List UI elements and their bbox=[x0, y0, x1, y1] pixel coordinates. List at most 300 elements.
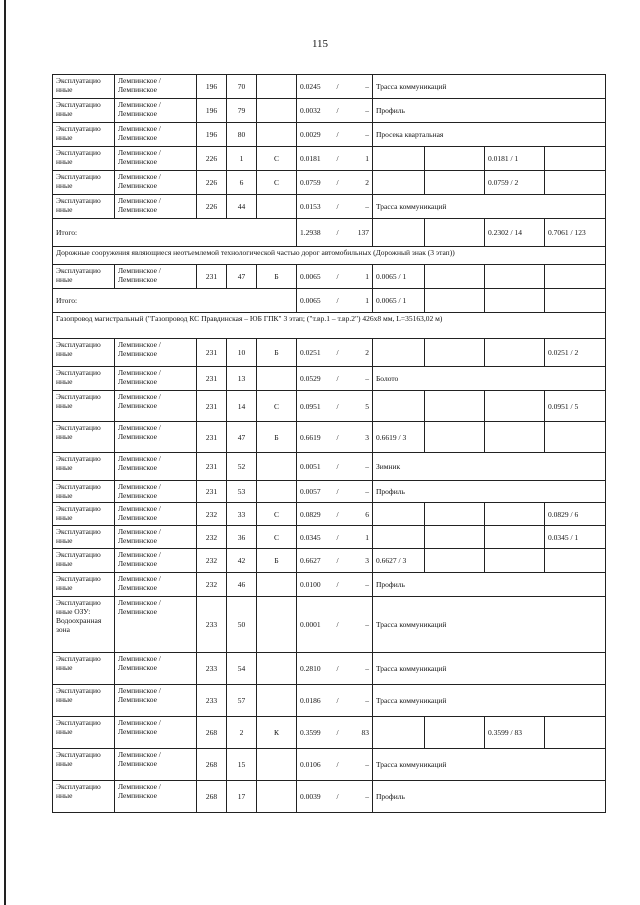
plot-cell: 47 bbox=[227, 422, 257, 453]
quarter-cell: 231 bbox=[197, 422, 227, 453]
plot-cell: 13 bbox=[227, 367, 257, 391]
table-row bbox=[53, 422, 606, 453]
category-cell: Эксплуатацио нные bbox=[53, 453, 115, 481]
column-2-cell bbox=[425, 147, 485, 171]
area-separator: / bbox=[336, 664, 339, 673]
location-cell: Лемпинское / Лемпинское bbox=[115, 481, 197, 503]
plot-cell: 2 bbox=[227, 717, 257, 749]
total-column-4-cell bbox=[545, 289, 606, 313]
purpose-cell: Профиль bbox=[373, 481, 606, 503]
area-cell bbox=[297, 265, 373, 289]
quarter-cell: 226 bbox=[197, 195, 227, 219]
area-cell bbox=[297, 526, 373, 549]
area-value: 0.2810 bbox=[300, 664, 321, 673]
location-cell: Лемпинское / Лемпинское bbox=[115, 597, 197, 653]
column-1-cell bbox=[373, 391, 425, 422]
type-cell bbox=[257, 453, 297, 481]
type-cell: С bbox=[257, 147, 297, 171]
area-value: 0.0100 bbox=[300, 580, 321, 589]
area-value: 0.0039 bbox=[300, 792, 321, 801]
type-cell: Б bbox=[257, 265, 297, 289]
area-separator: / bbox=[336, 154, 339, 163]
quarter-cell: 231 bbox=[197, 265, 227, 289]
area-count: – bbox=[365, 696, 369, 705]
column-2-cell bbox=[425, 171, 485, 195]
area-value: 0.0153 bbox=[300, 202, 321, 211]
table-row bbox=[53, 597, 606, 653]
purpose-cell: Просека квартальная bbox=[373, 123, 606, 147]
purpose-cell: Трасса коммуникаций bbox=[373, 597, 606, 653]
area-separator: / bbox=[336, 792, 339, 801]
area-value: 0.0065 bbox=[300, 272, 321, 281]
type-cell bbox=[257, 781, 297, 813]
location-cell: Лемпинское / Лемпинское bbox=[115, 171, 197, 195]
area-separator: / bbox=[336, 532, 339, 542]
location-cell: Лемпинское / Лемпинское bbox=[115, 265, 197, 289]
category-cell: Эксплуатацио нные bbox=[53, 99, 115, 123]
category-cell: Эксплуатацио нные bbox=[53, 781, 115, 813]
category-cell: Эксплуатацио нные bbox=[53, 422, 115, 453]
category-cell: Эксплуатацио нные bbox=[53, 573, 115, 597]
column-4-cell: 0.0829 / 6 bbox=[545, 503, 606, 526]
plot-cell: 14 bbox=[227, 391, 257, 422]
area-cell bbox=[297, 171, 373, 195]
table-row bbox=[53, 481, 606, 503]
quarter-cell: 233 bbox=[197, 597, 227, 653]
location-cell: Лемпинское / Лемпинское bbox=[115, 422, 197, 453]
area-count: 2 bbox=[365, 178, 369, 187]
table-row bbox=[53, 75, 606, 99]
plot-cell: 1 bbox=[227, 147, 257, 171]
area-separator: / bbox=[336, 106, 339, 115]
area-count: – bbox=[365, 760, 369, 769]
quarter-cell: 231 bbox=[197, 481, 227, 503]
column-4-cell: 0.0345 / 1 bbox=[545, 526, 606, 549]
column-4-cell: 0.0951 / 5 bbox=[545, 391, 606, 422]
table-row bbox=[53, 653, 606, 685]
area-value: 0.6627 bbox=[300, 556, 321, 565]
area-count: 3 bbox=[365, 432, 369, 442]
purpose-cell: Профиль bbox=[373, 573, 606, 597]
type-cell bbox=[257, 367, 297, 391]
plot-cell: 79 bbox=[227, 99, 257, 123]
area-separator: / bbox=[336, 178, 339, 187]
quarter-cell: 226 bbox=[197, 147, 227, 171]
area-count: – bbox=[365, 130, 369, 139]
area-value: 0.0186 bbox=[300, 696, 321, 705]
area-separator: / bbox=[336, 487, 339, 496]
area-cell bbox=[297, 195, 373, 219]
column-3-cell: 0.0181 / 1 bbox=[485, 147, 545, 171]
area-separator: / bbox=[336, 728, 339, 737]
area-value: 0.0051 bbox=[300, 462, 321, 471]
total-column-3-cell bbox=[485, 289, 545, 313]
column-4-cell bbox=[545, 422, 606, 453]
column-3-cell bbox=[485, 265, 545, 289]
category-cell: Эксплуатацио нные bbox=[53, 481, 115, 503]
purpose-cell: Болото bbox=[373, 367, 606, 391]
total-row bbox=[53, 289, 606, 313]
quarter-cell: 232 bbox=[197, 549, 227, 573]
quarter-cell: 226 bbox=[197, 171, 227, 195]
column-2-cell bbox=[425, 422, 485, 453]
table-row bbox=[53, 526, 606, 549]
quarter-cell: 232 bbox=[197, 526, 227, 549]
area-count: 5 bbox=[365, 401, 369, 411]
total-row bbox=[53, 219, 606, 247]
category-cell: Эксплуатацио нные bbox=[53, 339, 115, 367]
area-count: 83 bbox=[361, 728, 369, 737]
area-separator: / bbox=[336, 556, 339, 565]
page-number: 115 bbox=[311, 38, 329, 50]
type-cell: С bbox=[257, 503, 297, 526]
area-cell bbox=[297, 367, 373, 391]
table-row bbox=[53, 549, 606, 573]
area-cell bbox=[297, 717, 373, 749]
quarter-cell: 233 bbox=[197, 653, 227, 685]
area-value: 0.0106 bbox=[300, 760, 321, 769]
area-cell bbox=[297, 99, 373, 123]
table-row bbox=[53, 195, 606, 219]
category-cell: Эксплуатацио нные bbox=[53, 749, 115, 781]
location-cell: Лемпинское / Лемпинское bbox=[115, 99, 197, 123]
column-1-cell: 0.6627 / 3 bbox=[373, 549, 425, 573]
plot-cell: 42 bbox=[227, 549, 257, 573]
purpose-cell: Трасса коммуникаций bbox=[373, 749, 606, 781]
plot-cell: 52 bbox=[227, 453, 257, 481]
area-cell bbox=[297, 749, 373, 781]
area-value: 0.0529 bbox=[300, 374, 321, 383]
location-cell: Лемпинское / Лемпинское bbox=[115, 75, 197, 99]
quarter-cell: 232 bbox=[197, 503, 227, 526]
plot-cell: 53 bbox=[227, 481, 257, 503]
column-3-cell: 0.0759 / 2 bbox=[485, 171, 545, 195]
table-row bbox=[53, 391, 606, 422]
area-value: 0.0181 bbox=[300, 154, 321, 163]
column-1-cell: 0.0065 / 1 bbox=[373, 265, 425, 289]
plot-cell: 44 bbox=[227, 195, 257, 219]
category-cell: Эксплуатацио нные bbox=[53, 195, 115, 219]
type-cell bbox=[257, 481, 297, 503]
quarter-cell: 231 bbox=[197, 453, 227, 481]
area-separator: / bbox=[336, 509, 339, 519]
plot-cell: 70 bbox=[227, 75, 257, 99]
area-value: 0.0001 bbox=[300, 620, 321, 629]
type-cell bbox=[257, 749, 297, 781]
area-separator: / bbox=[336, 374, 339, 383]
plot-cell: 57 bbox=[227, 685, 257, 717]
total-area-count: 1 bbox=[365, 296, 369, 305]
column-2-cell bbox=[425, 265, 485, 289]
column-1-cell bbox=[373, 503, 425, 526]
area-cell bbox=[297, 453, 373, 481]
area-count: 2 bbox=[365, 348, 369, 357]
area-cell bbox=[297, 685, 373, 717]
area-separator: / bbox=[336, 580, 339, 589]
total-area-count: 137 bbox=[357, 228, 369, 237]
area-cell bbox=[297, 422, 373, 453]
table-row bbox=[53, 685, 606, 717]
area-count: – bbox=[365, 487, 369, 496]
area-cell bbox=[297, 339, 373, 367]
category-cell: Эксплуатацио нные bbox=[53, 123, 115, 147]
type-cell bbox=[257, 653, 297, 685]
land-register-table bbox=[52, 74, 606, 813]
type-cell bbox=[257, 195, 297, 219]
column-3-cell bbox=[485, 339, 545, 367]
location-cell: Лемпинское / Лемпинское bbox=[115, 717, 197, 749]
category-cell: Эксплуатацио нные bbox=[53, 685, 115, 717]
type-cell: С bbox=[257, 526, 297, 549]
total-column-3-cell: 0.2302 / 14 bbox=[485, 219, 545, 247]
location-cell: Лемпинское / Лемпинское bbox=[115, 526, 197, 549]
area-separator: / bbox=[336, 228, 339, 237]
area-count: – bbox=[365, 202, 369, 211]
column-1-cell bbox=[373, 171, 425, 195]
type-cell bbox=[257, 685, 297, 717]
location-cell: Лемпинское / Лемпинское bbox=[115, 339, 197, 367]
category-cell: Эксплуатацио нные bbox=[53, 653, 115, 685]
column-3-cell bbox=[485, 422, 545, 453]
table-row bbox=[53, 781, 606, 813]
area-value: 0.0829 bbox=[300, 509, 321, 519]
table-row bbox=[53, 265, 606, 289]
location-cell: Лемпинское / Лемпинское bbox=[115, 367, 197, 391]
column-2-cell bbox=[425, 717, 485, 749]
area-cell bbox=[297, 481, 373, 503]
table-row bbox=[53, 171, 606, 195]
location-cell: Лемпинское / Лемпинское bbox=[115, 195, 197, 219]
area-separator: / bbox=[336, 432, 339, 442]
area-count: – bbox=[365, 664, 369, 673]
plot-cell: 10 bbox=[227, 339, 257, 367]
area-separator: / bbox=[336, 620, 339, 629]
area-value: 0.0057 bbox=[300, 487, 321, 496]
area-cell bbox=[297, 391, 373, 422]
area-cell bbox=[297, 503, 373, 526]
table-row bbox=[53, 339, 606, 367]
section-heading: Газопровод магистральный ("Газопровод КС Правдинская – ЮБ ГПК" 3 этап; ("т.вр.1 – т.вр.2") 426х8 мм, L=35163,02 м) bbox=[53, 313, 606, 339]
column-3-cell bbox=[485, 549, 545, 573]
column-3-cell bbox=[485, 503, 545, 526]
quarter-cell: 233 bbox=[197, 685, 227, 717]
plot-cell: 80 bbox=[227, 123, 257, 147]
table-row bbox=[53, 147, 606, 171]
type-cell: Б bbox=[257, 339, 297, 367]
category-cell: Эксплуатацио нные bbox=[53, 171, 115, 195]
area-cell bbox=[297, 597, 373, 653]
scan-edge-line bbox=[4, 0, 6, 905]
category-cell: Эксплуатацио нные bbox=[53, 75, 115, 99]
area-count: – bbox=[365, 374, 369, 383]
location-cell: Лемпинское / Лемпинское bbox=[115, 123, 197, 147]
column-3-cell bbox=[485, 526, 545, 549]
type-cell: К bbox=[257, 717, 297, 749]
quarter-cell: 268 bbox=[197, 781, 227, 813]
column-4-cell bbox=[545, 265, 606, 289]
table-row bbox=[53, 123, 606, 147]
location-cell: Лемпинское / Лемпинское bbox=[115, 781, 197, 813]
plot-cell: 46 bbox=[227, 573, 257, 597]
area-value: 0.0251 bbox=[300, 348, 321, 357]
section-heading-row bbox=[53, 247, 606, 265]
category-cell: Эксплуатацио нные bbox=[53, 265, 115, 289]
column-4-cell bbox=[545, 549, 606, 573]
type-cell: Б bbox=[257, 422, 297, 453]
type-cell: Б bbox=[257, 549, 297, 573]
area-cell bbox=[297, 75, 373, 99]
purpose-cell: Профиль bbox=[373, 781, 606, 813]
category-cell: Эксплуатацио нные bbox=[53, 549, 115, 573]
location-cell: Лемпинское / Лемпинское bbox=[115, 573, 197, 597]
area-count: 6 bbox=[365, 509, 369, 519]
total-label: Итого: bbox=[53, 219, 297, 247]
table-row bbox=[53, 749, 606, 781]
area-count: – bbox=[365, 620, 369, 629]
purpose-cell: Трасса коммуникаций bbox=[373, 195, 606, 219]
total-area-value: 0.0065 bbox=[300, 296, 321, 305]
type-cell bbox=[257, 123, 297, 147]
total-column-2-cell bbox=[425, 289, 485, 313]
quarter-cell: 196 bbox=[197, 75, 227, 99]
area-value: 0.0245 bbox=[300, 82, 321, 91]
type-cell bbox=[257, 597, 297, 653]
area-value: 0.0032 bbox=[300, 106, 321, 115]
area-value: 0.0759 bbox=[300, 178, 321, 187]
area-separator: / bbox=[336, 462, 339, 471]
plot-cell: 54 bbox=[227, 653, 257, 685]
plot-cell: 50 bbox=[227, 597, 257, 653]
quarter-cell: 231 bbox=[197, 339, 227, 367]
category-cell: Эксплуатацио нные bbox=[53, 147, 115, 171]
location-cell: Лемпинское / Лемпинское bbox=[115, 749, 197, 781]
area-cell bbox=[297, 549, 373, 573]
section-heading-row bbox=[53, 313, 606, 339]
location-cell: Лемпинское / Лемпинское bbox=[115, 653, 197, 685]
category-cell: Эксплуатацио нные bbox=[53, 526, 115, 549]
area-count: 1 bbox=[365, 154, 369, 163]
area-separator: / bbox=[336, 696, 339, 705]
area-separator: / bbox=[336, 348, 339, 357]
type-cell: С bbox=[257, 391, 297, 422]
area-separator: / bbox=[336, 272, 339, 281]
column-2-cell bbox=[425, 339, 485, 367]
area-count: 1 bbox=[365, 272, 369, 281]
location-cell: Лемпинское / Лемпинское bbox=[115, 147, 197, 171]
column-2-cell bbox=[425, 391, 485, 422]
column-3-cell: 0.3599 / 83 bbox=[485, 717, 545, 749]
area-value: 0.0345 bbox=[300, 532, 321, 542]
area-value: 0.0029 bbox=[300, 130, 321, 139]
purpose-cell: Трасса коммуникаций bbox=[373, 75, 606, 99]
category-cell: Эксплуатацио нные bbox=[53, 367, 115, 391]
table-row bbox=[53, 453, 606, 481]
quarter-cell: 268 bbox=[197, 749, 227, 781]
plot-cell: 47 bbox=[227, 265, 257, 289]
quarter-cell: 231 bbox=[197, 391, 227, 422]
area-count: 3 bbox=[365, 556, 369, 565]
quarter-cell: 231 bbox=[197, 367, 227, 391]
category-cell: Эксплуатацио нные bbox=[53, 717, 115, 749]
total-column-1-cell: 0.0065 / 1 bbox=[373, 289, 425, 313]
area-cell bbox=[297, 573, 373, 597]
area-cell bbox=[297, 653, 373, 685]
location-cell: Лемпинское / Лемпинское bbox=[115, 685, 197, 717]
table-row bbox=[53, 503, 606, 526]
quarter-cell: 196 bbox=[197, 99, 227, 123]
column-1-cell bbox=[373, 147, 425, 171]
location-cell: Лемпинское / Лемпинское bbox=[115, 453, 197, 481]
plot-cell: 17 bbox=[227, 781, 257, 813]
total-area-cell bbox=[297, 219, 373, 247]
location-cell: Лемпинское / Лемпинское bbox=[115, 503, 197, 526]
category-cell: Эксплуатацио нные bbox=[53, 391, 115, 422]
category-cell: Эксплуатацио нные bbox=[53, 503, 115, 526]
total-area-cell bbox=[297, 289, 373, 313]
column-2-cell bbox=[425, 526, 485, 549]
area-separator: / bbox=[336, 82, 339, 91]
type-cell: С bbox=[257, 171, 297, 195]
purpose-cell: Трасса коммуникаций bbox=[373, 653, 606, 685]
area-separator: / bbox=[336, 296, 339, 305]
quarter-cell: 268 bbox=[197, 717, 227, 749]
table-row bbox=[53, 717, 606, 749]
type-cell bbox=[257, 99, 297, 123]
column-1-cell bbox=[373, 717, 425, 749]
total-label: Итого: bbox=[53, 289, 297, 313]
column-4-cell bbox=[545, 717, 606, 749]
area-count: – bbox=[365, 106, 369, 115]
quarter-cell: 232 bbox=[197, 573, 227, 597]
table-row bbox=[53, 573, 606, 597]
table-row bbox=[53, 367, 606, 391]
area-separator: / bbox=[336, 202, 339, 211]
section-heading: Дорожные сооружения являющиеся неотъемлемой технологической частью дорог автомобильных (Дорожный знак (3 этап)) bbox=[53, 247, 606, 265]
area-count: 1 bbox=[365, 532, 369, 542]
location-cell: Лемпинское / Лемпинское bbox=[115, 549, 197, 573]
total-area-value: 1.2938 bbox=[300, 228, 321, 237]
area-separator: / bbox=[336, 760, 339, 769]
column-4-cell bbox=[545, 171, 606, 195]
area-cell bbox=[297, 781, 373, 813]
purpose-cell: Зимник bbox=[373, 453, 606, 481]
column-3-cell bbox=[485, 391, 545, 422]
area-cell bbox=[297, 147, 373, 171]
table-row bbox=[53, 99, 606, 123]
area-value: 0.3599 bbox=[300, 728, 321, 737]
column-4-cell bbox=[545, 147, 606, 171]
type-cell bbox=[257, 75, 297, 99]
location-cell: Лемпинское / Лемпинское bbox=[115, 391, 197, 422]
type-cell bbox=[257, 573, 297, 597]
plot-cell: 33 bbox=[227, 503, 257, 526]
area-separator: / bbox=[336, 130, 339, 139]
total-column-4-cell: 0.7061 / 123 bbox=[545, 219, 606, 247]
column-1-cell bbox=[373, 526, 425, 549]
plot-cell: 6 bbox=[227, 171, 257, 195]
column-2-cell bbox=[425, 549, 485, 573]
area-cell bbox=[297, 123, 373, 147]
area-value: 0.0951 bbox=[300, 401, 321, 411]
area-count: – bbox=[365, 580, 369, 589]
total-column-1-cell bbox=[373, 219, 425, 247]
area-count: – bbox=[365, 82, 369, 91]
column-4-cell: 0.0251 / 2 bbox=[545, 339, 606, 367]
category-cell: Эксплуатацио нные ОЗУ: Водоохранная зона bbox=[53, 597, 115, 653]
area-value: 0.6619 bbox=[300, 432, 321, 442]
column-1-cell bbox=[373, 339, 425, 367]
column-2-cell bbox=[425, 503, 485, 526]
